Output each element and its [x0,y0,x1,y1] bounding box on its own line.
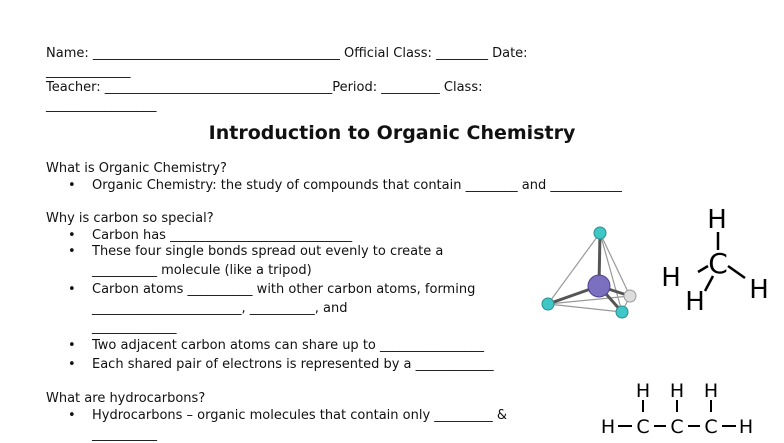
methane-h-top: H [707,205,727,235]
bullet-text: Each shared pair of electrons is represented by a ____________ [92,357,494,372]
header-date-blank: _____________ [46,64,131,79]
bullet-text-cont: __________ molecule (like a tripod) [92,263,312,278]
hydrogen-atom [594,227,606,239]
propane-c: C [670,416,684,438]
bullet-text-cont: __________ [92,427,157,442]
bullet-text-cont: _______________________, __________, and [92,301,348,316]
methane-c: C [708,247,728,280]
header-teacher-line: Teacher: ___________________________________Period: _________ Class: [46,80,483,95]
hydrogen-atom [624,290,636,302]
propane-h: H [738,416,754,438]
propane-c: C [704,416,718,438]
propane-structure-diagram [596,378,784,441]
bullet [68,282,76,297]
bullet-text: Two adjacent carbon atoms can share up to ________________ [92,338,484,353]
carbon-atom [588,275,610,297]
question-carbon-special: Why is carbon so special? [46,211,214,226]
question-hydrocarbons: What are hydrocarbons? [46,391,206,406]
propane-h: H [669,380,685,402]
header-name-line: Name: ______________________________________ Official Class: ________ Date: [46,46,528,61]
bullet [68,178,76,193]
header-class-blank: _________________ [46,98,157,113]
bullet-text-cont: _____________ [92,320,177,335]
bullet-text: Carbon has ____________________________ [92,228,353,243]
hydrogen-atom [616,306,628,318]
propane-c: C [636,416,650,438]
propane-h: H [600,416,616,438]
bullet [68,338,76,353]
methane-structure-diagram [655,198,780,323]
bullet [68,408,76,423]
methane-h-left: H [661,263,681,293]
bullet-text: Carbon atoms __________ with other carbon atoms, forming [92,282,476,297]
methane-h-bottom: H [685,287,705,317]
page-title: Introduction to Organic Chemistry [208,122,576,144]
question-organic-chemistry: What is Organic Chemistry? [46,161,227,176]
propane-h: H [635,380,651,402]
bullet-text: Hydrocarbons – organic molecules that contain only _________ & [92,408,508,423]
tetrahedral-model-image [535,222,647,322]
hydrogen-atom [542,298,554,310]
bullet-text: Organic Chemistry: the study of compounds that contain ________ and ___________ [92,178,622,193]
propane-h: H [703,380,719,402]
bullet-text: These four single bonds spread out evenly to create a [92,244,444,259]
bullet [68,244,76,259]
bullet [68,228,76,243]
methane-h-right: H [749,275,769,305]
bullet [68,357,76,372]
